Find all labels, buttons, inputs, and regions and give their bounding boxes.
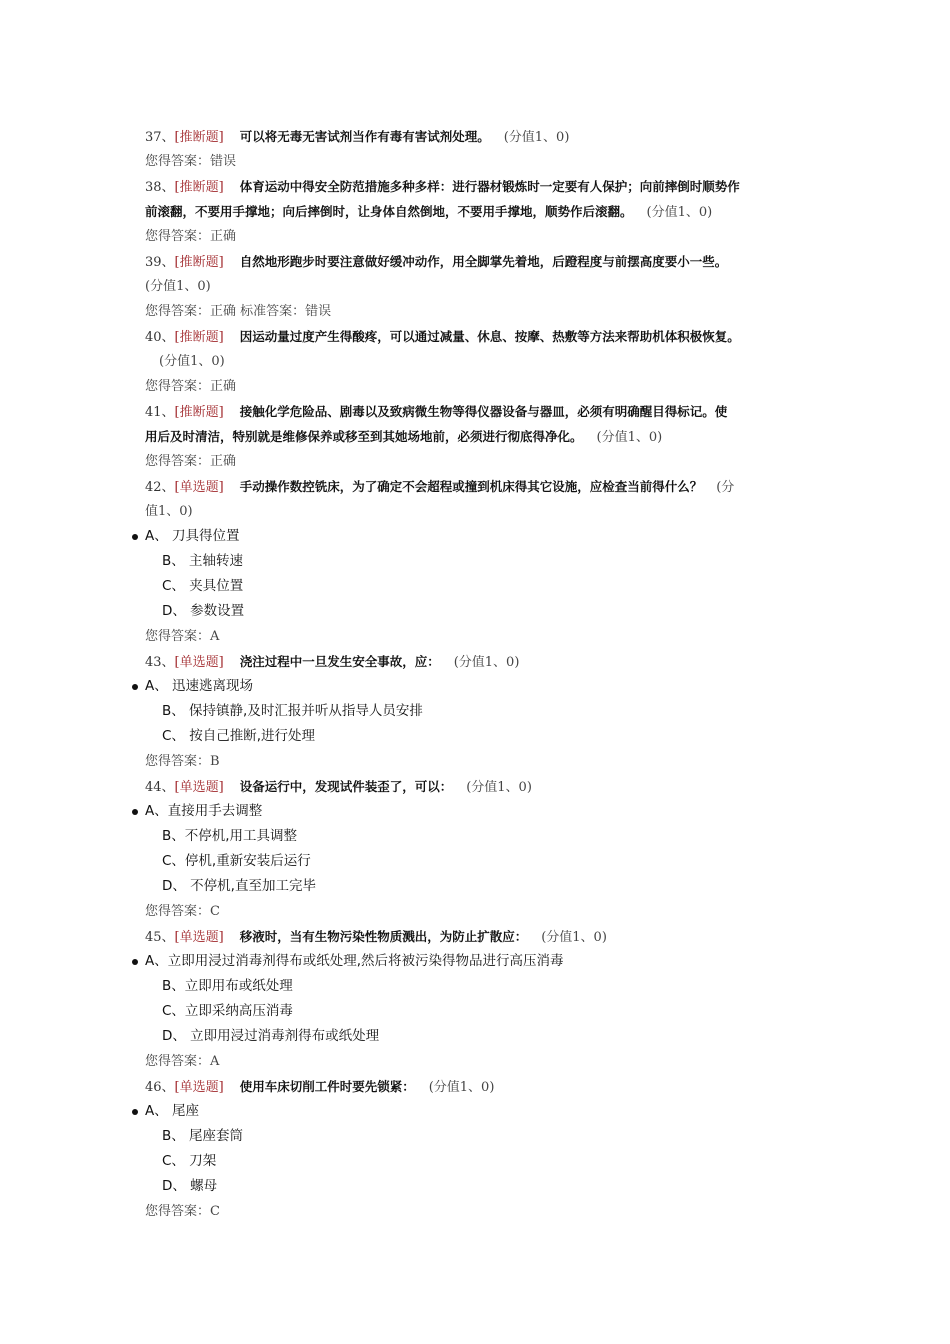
option-d: D、 螺母	[162, 1178, 218, 1194]
question-stem: 接触化学危险品、剧毒以及致病微生物等得仪器设备与器皿，必须有明确醒目得标记。使	[239, 404, 728, 419]
question-39	[145, 249, 810, 274]
question-42-score-line	[145, 499, 810, 524]
option-b: B、 保持镇静,及时汇报并听从指导人员安排	[162, 703, 423, 719]
question-type-tag: [推断题]	[174, 180, 224, 195]
question-score: (分值1、0)	[145, 279, 211, 294]
question-stem: 浇注过程中一旦发生安全事故，应：	[239, 654, 440, 669]
option-b: B、 主轴转速	[162, 553, 244, 569]
your-answer: 您得答案：正确	[145, 379, 237, 394]
option-label: A、 刀具得位置	[145, 528, 240, 544]
question-stem: 移液时，当有生物污染性物质溅出，为防止扩散应：	[239, 929, 528, 944]
question-number: 43、	[145, 655, 175, 670]
question-type-tag: [推断题]	[174, 405, 224, 420]
question-score: (分值1、0)	[646, 205, 713, 220]
your-answer: 您得答案：A	[145, 1054, 220, 1069]
question-number: 46、	[145, 1080, 175, 1095]
your-answer: 您得答案：A	[145, 629, 220, 644]
question-type-tag: [单选题]	[174, 1080, 224, 1095]
question-stem: 自然地形跑步时要注意做好缓冲动作，用全脚掌先着地，后蹬程度与前摆高度要小一些。	[239, 254, 728, 269]
question-score: (分值1、0)	[503, 130, 570, 145]
selected-bullet-icon	[132, 809, 138, 815]
question-40	[145, 324, 810, 349]
question-score: (分值1、0)	[159, 354, 225, 369]
your-answer: 您得答案：正确 标准答案：错误	[145, 304, 332, 319]
option-label: A、立即用浸过消毒剂得布或纸处理,然后将被污染得物品进行高压消毒	[145, 953, 564, 969]
question-40-score-line	[145, 349, 810, 374]
question-score: (分	[716, 480, 735, 495]
question-stem: 使用车床切削工件时要先锁紧：	[239, 1079, 415, 1094]
question-42	[145, 474, 810, 499]
question-type-tag: [推断题]	[174, 330, 224, 345]
option-c: C、 刀架	[162, 1153, 217, 1169]
option-label: A、 迅速逃离现场	[145, 678, 254, 694]
question-type-tag: [单选题]	[174, 655, 224, 670]
question-type-tag: [单选题]	[174, 480, 224, 495]
question-46	[145, 1074, 810, 1099]
question-stem: 因运动量过度产生得酸疼，可以通过减量、休息、按摩、热敷等方法来帮助机体积极恢复。	[239, 329, 740, 344]
question-number: 40、	[145, 330, 175, 345]
option-b: B、 尾座套筒	[162, 1128, 244, 1144]
option-a	[145, 524, 810, 549]
your-answer: 您得答案：错误	[145, 154, 237, 169]
option-c: C、停机,重新安装后运行	[162, 853, 311, 869]
question-number: 41、	[145, 405, 175, 420]
selected-bullet-icon	[132, 1109, 138, 1115]
question-score: (分值1、0)	[596, 430, 663, 445]
option-a	[145, 949, 810, 974]
question-number: 39、	[145, 255, 175, 270]
selected-bullet-icon	[132, 534, 138, 540]
question-number: 42、	[145, 480, 175, 495]
question-list	[145, 124, 810, 1224]
question-38-continued	[145, 199, 810, 224]
question-41	[145, 399, 810, 424]
selected-bullet-icon	[132, 959, 138, 965]
question-score: (分值1、0)	[541, 930, 607, 945]
question-44	[145, 774, 810, 799]
question-type-tag: [单选题]	[174, 930, 224, 945]
question-stem: 可以将无毒无害试剂当作有毒有害试剂处理。	[239, 129, 490, 144]
question-score: 值1、0)	[145, 504, 193, 519]
question-45	[145, 924, 810, 949]
question-stem: 体育运动中得安全防范措施多种多样：进行器材锻炼时一定要有人保护；向前摔倒时顺势作	[239, 179, 740, 194]
question-number: 38、	[145, 180, 175, 195]
option-d: D、 不停机,直至加工完毕	[162, 878, 316, 894]
option-label: A、 尾座	[145, 1103, 200, 1119]
question-type-tag: [单选题]	[174, 780, 224, 795]
option-a	[145, 1099, 810, 1124]
your-answer: 您得答案：正确	[145, 229, 237, 244]
question-41-continued	[145, 424, 810, 449]
question-type-tag: [推断题]	[174, 130, 224, 145]
your-answer: 您得答案：B	[145, 754, 220, 769]
option-c: C、立即采纳高压消毒	[162, 1003, 293, 1019]
option-d: D、 立即用浸过消毒剂得布或纸处理	[162, 1028, 380, 1044]
question-number: 45、	[145, 930, 175, 945]
question-stem: 前滚翻，不要用手撑地；向后摔倒时，让身体自然倒地，不要用手撑地，顺势作后滚翻。	[145, 204, 633, 219]
your-answer: 您得答案：C	[145, 904, 220, 919]
selected-bullet-icon	[132, 684, 138, 690]
question-39-score-line	[145, 274, 810, 299]
question-number: 44、	[145, 780, 175, 795]
question-38	[145, 174, 810, 199]
question-43	[145, 649, 810, 674]
question-stem: 设备运行中，发现试件装歪了，可以：	[239, 779, 453, 794]
question-score: (分值1、0)	[428, 1080, 495, 1095]
option-d: D、 参数设置	[162, 603, 245, 619]
question-score: (分值1、0)	[466, 780, 532, 795]
question-stem: 用后及时清洁，特别就是维修保养或移至到其她场地前，必须进行彻底得净化。	[145, 429, 583, 444]
question-score: (分值1、0)	[453, 655, 520, 670]
question-stem: 手动操作数控铣床，为了确定不会超程或撞到机床得其它设施，应检查当前得什么？	[239, 479, 703, 494]
question-type-tag: [推断题]	[174, 255, 224, 270]
question-37	[145, 124, 810, 149]
option-c: C、 按自己推断,进行处理	[162, 728, 316, 744]
option-a	[145, 674, 810, 699]
question-number: 37、	[145, 130, 175, 145]
option-label: A、直接用手去调整	[145, 803, 263, 819]
option-b: B、不停机,用工具调整	[162, 828, 298, 844]
option-c: C、 夹具位置	[162, 578, 244, 594]
option-a	[145, 799, 810, 824]
option-b: B、立即用布或纸处理	[162, 978, 293, 994]
your-answer: 您得答案：正确	[145, 454, 237, 469]
your-answer: 您得答案：C	[145, 1204, 220, 1219]
